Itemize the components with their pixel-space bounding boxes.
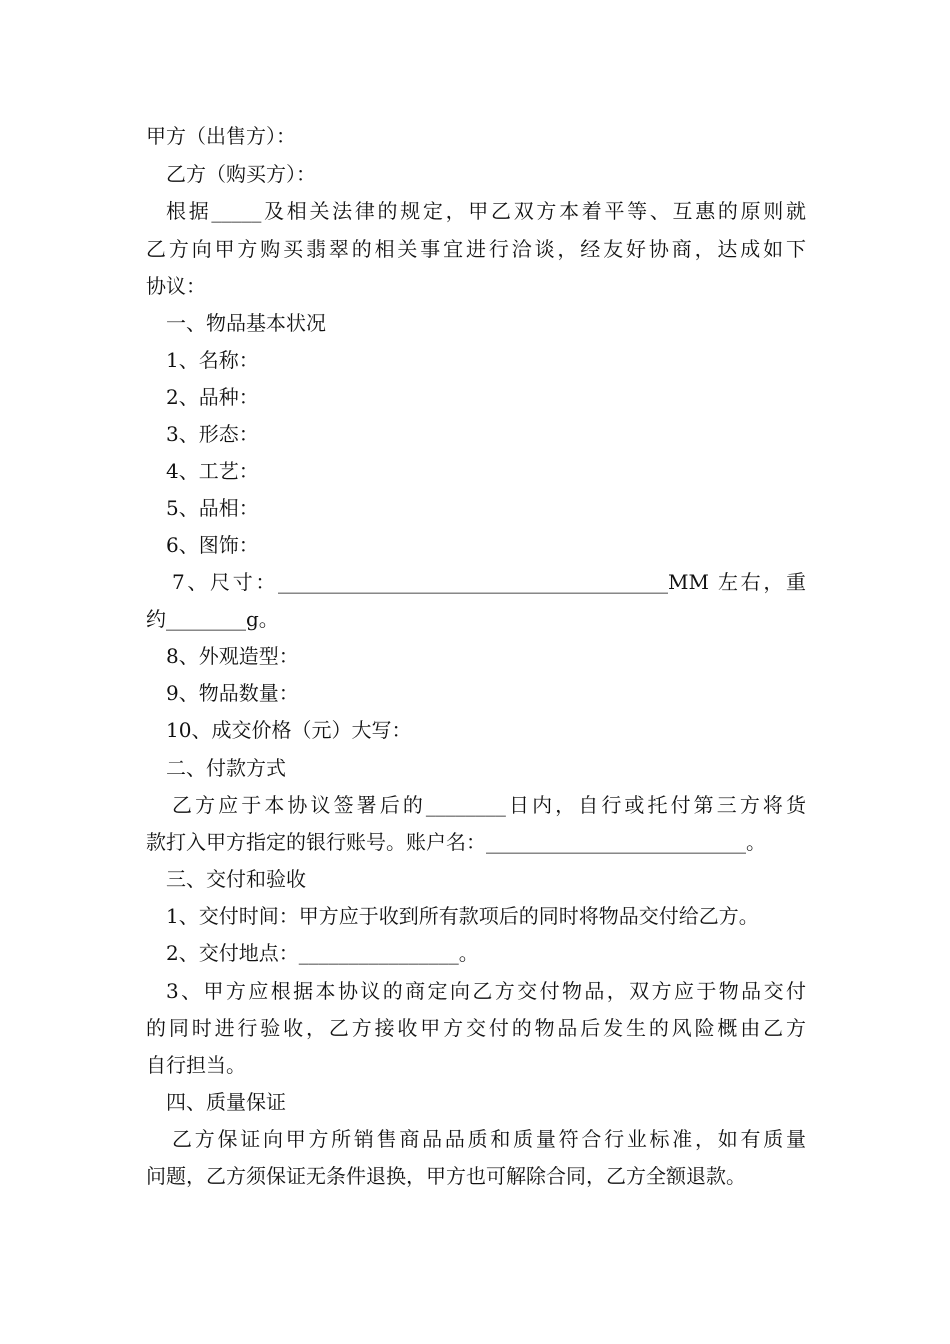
item-name: 1、名称： bbox=[166, 348, 259, 372]
delivery-time: 1、交付时间：甲方应于收到所有款项后的同时将物品交付给乙方。 bbox=[166, 904, 759, 928]
inspection-line-3: 自行担当。 bbox=[146, 1053, 246, 1077]
preamble-line-2: 乙方向甲方购买翡翠的相关事宜进行洽谈，经友好协商，达成如下 bbox=[146, 237, 806, 261]
item-price: 10、成交价格（元）大写： bbox=[166, 718, 412, 742]
item-variety: 2、品种： bbox=[166, 385, 259, 409]
preamble-line-1: 根据_____及相关法律的规定，甲乙双方本着平等、互惠的原则就 bbox=[166, 199, 806, 223]
section-heading-2: 二、付款方式 bbox=[166, 756, 286, 780]
item-craft: 4、工艺： bbox=[166, 459, 259, 483]
party-a-line: 甲方（出售方）： bbox=[146, 124, 296, 148]
section-heading-1: 一、物品基本状况 bbox=[166, 311, 326, 335]
item-appearance: 5、品相： bbox=[166, 496, 259, 520]
section-heading-4: 四、质量保证 bbox=[166, 1090, 286, 1114]
preamble-line-3: 协议： bbox=[146, 274, 206, 298]
item-shape: 8、外观造型： bbox=[166, 644, 299, 668]
delivery-location: 2、交付地点：________________。 bbox=[166, 941, 479, 965]
item-form: 3、形态： bbox=[166, 422, 259, 446]
inspection-line-2: 的同时进行验收，乙方接收甲方交付的物品后发生的风险概由乙方 bbox=[146, 1016, 806, 1040]
quality-line-2: 问题，乙方须保证无条件退换，甲方也可解除合同，乙方全额退款。 bbox=[146, 1164, 746, 1188]
item-weight: 约________g。 bbox=[146, 607, 279, 631]
payment-line-1: 乙方应于本协议签署后的________日内，自行或托付第三方将货 bbox=[172, 793, 806, 817]
inspection-line-1: 3、甲方应根据本协议的商定向乙方交付物品，双方应于物品交付 bbox=[166, 979, 806, 1003]
section-heading-3: 三、交付和验收 bbox=[166, 867, 306, 891]
party-b-line: 乙方（购买方）： bbox=[166, 162, 316, 186]
payment-line-2: 款打入甲方指定的银行账号。账户名：__________________________。 bbox=[146, 830, 766, 854]
item-quantity: 9、物品数量： bbox=[166, 681, 299, 705]
quality-line-1: 乙方保证向甲方所销售商品品质和质量符合行业标准，如有质量 bbox=[172, 1127, 806, 1151]
item-size: 7、尺寸：_______________________________________MM 左右，重 bbox=[172, 570, 806, 594]
item-pattern: 6、图饰： bbox=[166, 533, 259, 557]
